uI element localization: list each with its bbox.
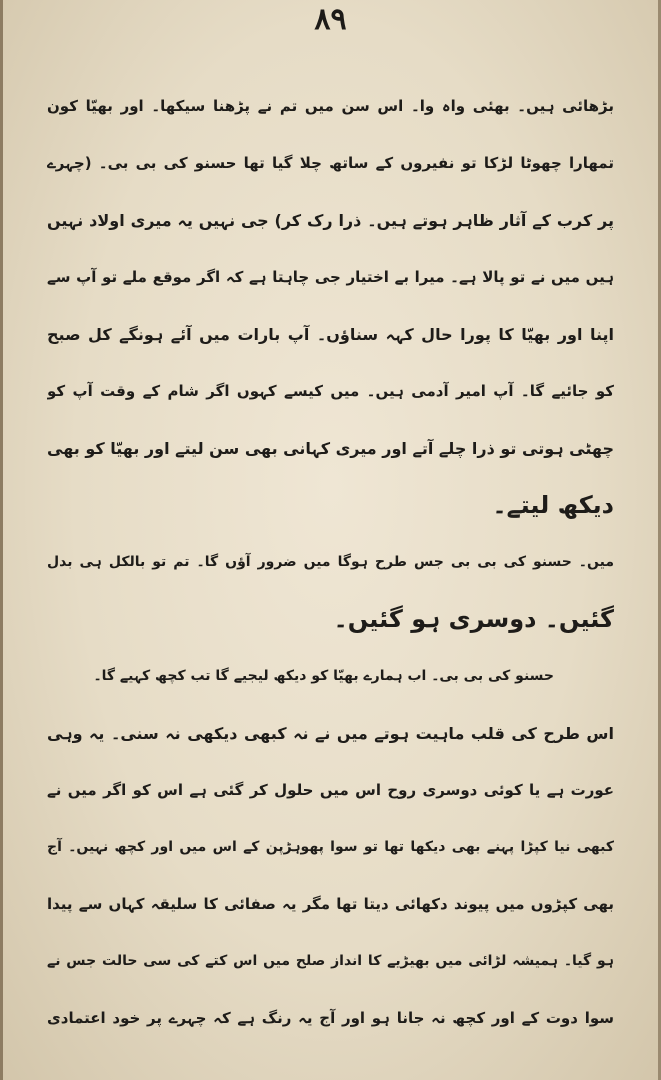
text-line: کبھی نیا کپڑا پہنے بھی دیکھا تھا تو سوا پھوہڑپن کے اس میں اور کچھ نہیں۔ آج: [47, 839, 614, 855]
text-line: ہیں میں نے تو پالا ہے۔ میرا بے اختیار جی چاہتا ہے کہ اگر موقع ملے تو آپ سے: [47, 268, 614, 286]
text-line: اس طرح کی قلب ماہیت ہوتے میں نے نہ کبھی دیکھی نہ سنی۔ یہ وہی: [47, 724, 614, 743]
text-line: حسنو کی بی بی۔ اب ہمارے بھیّا کو دیکھ لیجیے گا تب کچھ کہیے گا۔: [93, 668, 554, 684]
text-line: چھٹی ہوتی تو ذرا چلے آتے اور میری کہانی بھی سن لیتے اور بھیّا کو بھی: [47, 439, 614, 458]
text-line: عورت ہے یا کوئی دوسری روح اس میں حلول کر گئی ہے اس کو اگر میں نے: [47, 781, 614, 799]
page-number: ۸۹: [314, 2, 347, 37]
text-line: ہو گیا۔ ہمیشہ لڑائی میں بھیڑیے کا انداز صلح میں اس کتے کی سی حالت جس نے: [47, 953, 614, 969]
text-line: دیکھ لیتے۔: [492, 491, 614, 519]
text-line: اپنا اور بھیّا کا پورا حال کہہ سناؤں۔ آپ بارات میں آئے ہونگے کل صبح: [47, 325, 614, 344]
text-line: میں۔ حسنو کی بی بی جس طرح ہوگا میں ضرور آؤں گا۔ تم تو بالکل ہی بدل: [47, 554, 614, 570]
text-line: بڑھائی ہیں۔ بھئی واہ وا۔ اس سن میں تم نے پڑھنا سیکھا۔ اور بھیّا کون: [47, 97, 614, 115]
text-line: تمھارا چھوٹا لڑکا تو نفیروں کے ساتھ چلا گیا تھا حسنو کی بی بی۔ (چہرے: [47, 154, 614, 172]
text-line: سوا دوت کے اور کچھ نہ جانا ہو اور آج یہ رنگ ہے کہ چہرے پر خود اعتمادی: [47, 1009, 614, 1027]
text-line: کو جائیے گا۔ آپ امیر آدمی ہیں۔ میں کیسے کہوں اگر شام کے وقت آپ کو: [47, 382, 614, 400]
text-line: گئیں۔ دوسری ہو گئیں۔: [333, 605, 614, 633]
page-text: [47, 78, 614, 1047]
text-line: پر کرب کے آثار ظاہر ہوتے ہیں۔ ذرا رک کر) جی نہیں یہ میری اولاد نہیں: [47, 211, 614, 230]
text-line: بھی کپڑوں میں پیوند دکھائی دیتا تھا مگر یہ صفائی کا سلیقہ کہاں سے پیدا: [47, 895, 614, 913]
